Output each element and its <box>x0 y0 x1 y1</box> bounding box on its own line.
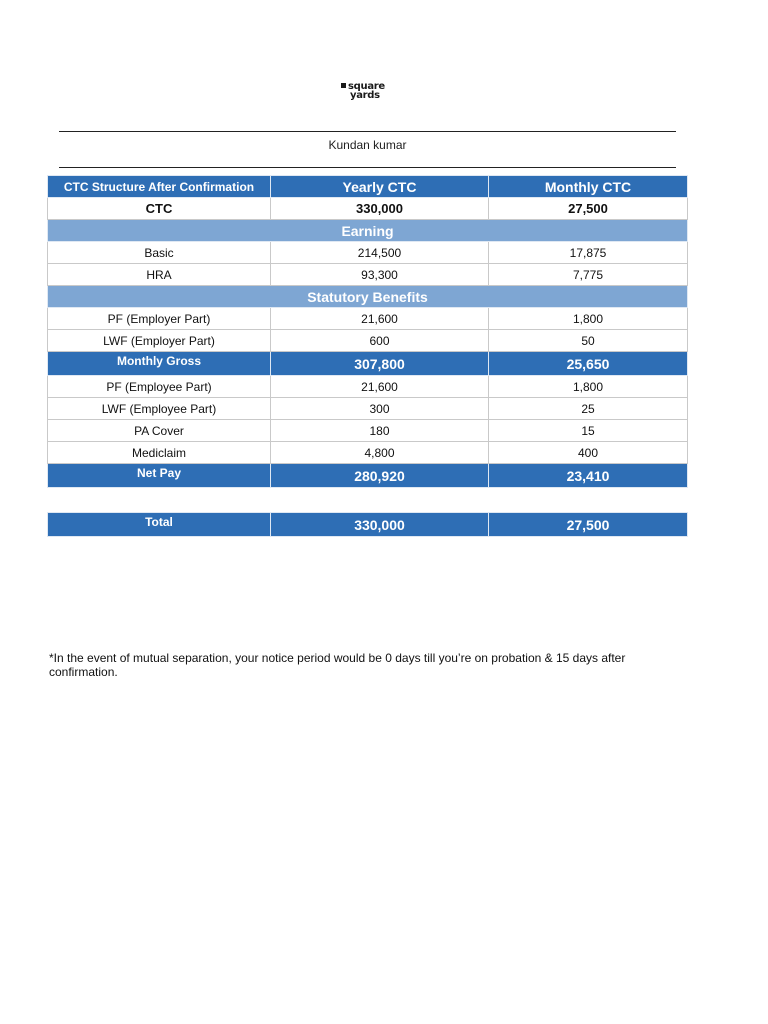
row-monthly: 17,875 <box>489 242 688 264</box>
ctc-monthly: 27,500 <box>489 198 688 220</box>
total-row <box>48 513 688 537</box>
row-monthly: 7,775 <box>489 264 688 286</box>
total-yearly: 330,000 <box>271 513 489 537</box>
row-yearly: 300 <box>271 398 489 420</box>
row-monthly: 25 <box>489 398 688 420</box>
table-row <box>48 420 688 442</box>
table-row <box>48 242 688 264</box>
row-yearly: 21,600 <box>271 376 489 398</box>
row-label: Basic <box>48 242 271 264</box>
table-row <box>48 398 688 420</box>
table-row <box>48 308 688 330</box>
net-pay-monthly: 23,410 <box>489 464 688 488</box>
ctc-structure-table <box>47 175 688 537</box>
row-monthly: 400 <box>489 442 688 464</box>
row-label: HRA <box>48 264 271 286</box>
row-label: PA Cover <box>48 420 271 442</box>
bottom-divider <box>59 167 676 168</box>
net-pay-row <box>48 464 688 488</box>
row-monthly: 1,800 <box>489 376 688 398</box>
net-pay-label: Net Pay <box>48 464 271 488</box>
monthly-gross-monthly: 25,650 <box>489 352 688 376</box>
logo-line-1: square <box>348 81 385 92</box>
net-pay-yearly: 280,920 <box>271 464 489 488</box>
notice-period-footnote: *In the event of mutual separation, your notice period would be 0 days till you’re on probation & 15 days after confirmation. <box>49 651 626 679</box>
spacer-cell <box>48 488 688 513</box>
row-yearly: 180 <box>271 420 489 442</box>
spacer-row <box>48 488 688 513</box>
row-label: LWF (Employee Part) <box>48 398 271 420</box>
ctc-yearly: 330,000 <box>271 198 489 220</box>
row-monthly: 50 <box>489 330 688 352</box>
row-monthly: 1,800 <box>489 308 688 330</box>
row-yearly: 600 <box>271 330 489 352</box>
earning-section-title: Earning <box>48 220 688 242</box>
header-monthly: Monthly CTC <box>489 176 688 198</box>
logo-square-icon <box>341 83 346 88</box>
monthly-gross-label: Monthly Gross <box>48 352 271 376</box>
row-label: PF (Employee Part) <box>48 376 271 398</box>
table-row <box>48 264 688 286</box>
logo-line-2: yards <box>350 90 380 101</box>
company-logo <box>341 82 385 100</box>
total-label: Total <box>48 513 271 537</box>
monthly-gross-row <box>48 352 688 376</box>
ctc-label: CTC <box>48 198 271 220</box>
monthly-gross-yearly: 307,800 <box>271 352 489 376</box>
row-label: LWF (Employer Part) <box>48 330 271 352</box>
table-row <box>48 442 688 464</box>
header-yearly: Yearly CTC <box>271 176 489 198</box>
total-monthly: 27,500 <box>489 513 688 537</box>
employee-name: Kundan kumar <box>328 138 407 152</box>
row-label: Mediclaim <box>48 442 271 464</box>
earning-section-row <box>48 220 688 242</box>
row-yearly: 214,500 <box>271 242 489 264</box>
statutory-section-title: Statutory Benefits <box>48 286 688 308</box>
table-row <box>48 376 688 398</box>
row-yearly: 4,800 <box>271 442 489 464</box>
row-monthly: 15 <box>489 420 688 442</box>
top-divider <box>59 131 676 132</box>
statutory-section-row <box>48 286 688 308</box>
row-yearly: 21,600 <box>271 308 489 330</box>
row-label: PF (Employer Part) <box>48 308 271 330</box>
header-label: CTC Structure After Confirmation <box>48 176 271 198</box>
row-yearly: 93,300 <box>271 264 489 286</box>
ctc-row <box>48 198 688 220</box>
table-header-row <box>48 176 688 198</box>
table-row <box>48 330 688 352</box>
